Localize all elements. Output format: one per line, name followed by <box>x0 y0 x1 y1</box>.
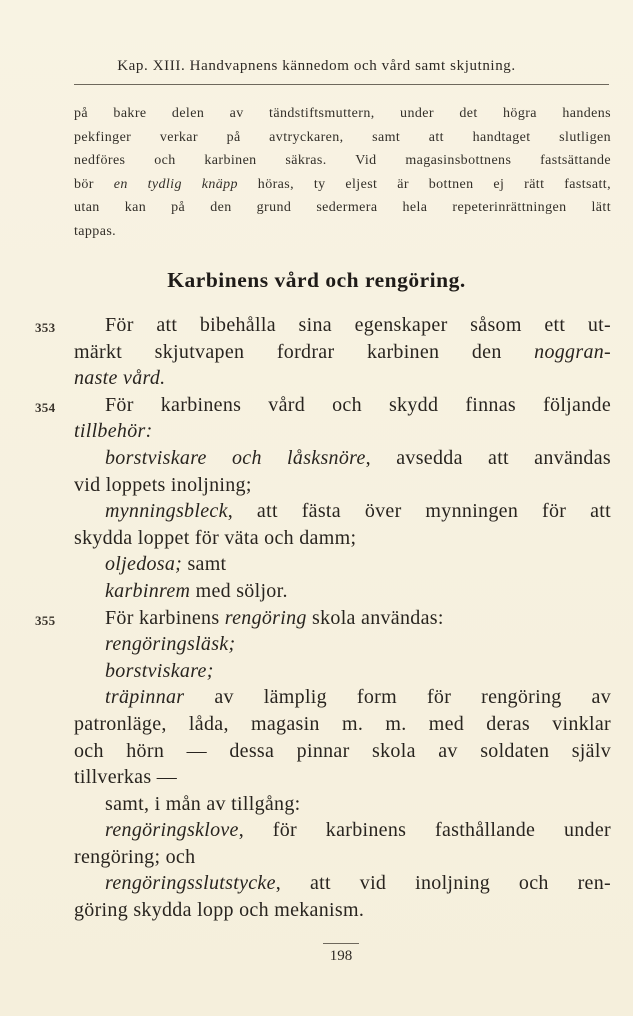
paragraph-355 <box>35 605 611 924</box>
text-line: oljedosa; samt <box>105 553 227 576</box>
text-line: naste vård. <box>74 367 166 390</box>
text-line: tillverkas — <box>74 766 178 789</box>
text-line: göring skydda lopp och mekanism. <box>74 899 365 922</box>
text-line: träpinnar av lämplig form för rengöring av <box>105 686 611 709</box>
intro-line: utan kan på den grund sedermera hela repeterinrättningen lätt <box>74 200 611 215</box>
paragraph-number: 355 <box>35 612 56 628</box>
text-line: För karbinens rengöring skola användas: <box>105 606 444 629</box>
paragraph-353 <box>35 312 611 392</box>
text-line: tillbehör: <box>74 420 153 443</box>
text-line: borstviskare; <box>105 659 214 682</box>
text-line: För karbinens vård och skydd finnas följande <box>105 393 611 416</box>
text-line: mynningsbleck, att fästa över mynningen för att <box>105 500 611 523</box>
text-line: märkt skjutvapen fordrar karbinen den noggran- <box>74 340 611 363</box>
page-number: 198 <box>329 948 353 964</box>
running-header: Kap. XIII. Handvapnens kännedom och vård samt skjutning. <box>117 58 516 74</box>
intro-line: på bakre delen av tändstiftsmuttern, under det högra handens <box>74 106 611 121</box>
intro-line: nedföres och karbinen säkras. Vid magasinsbottnens fastsättande <box>74 153 611 168</box>
text-line: rengöringsläsk; <box>105 633 236 656</box>
section-heading: Karbinens vård och rengöring. <box>167 268 466 292</box>
section-body <box>35 312 611 924</box>
intro-line: tappas. <box>74 223 117 239</box>
text-line: rengöring; och <box>74 845 196 868</box>
paragraph-354 <box>35 392 611 605</box>
intro-paragraph <box>74 102 611 243</box>
header-rule <box>74 84 609 85</box>
text-line: borstviskare och låsksnöre, avsedda att användas <box>105 446 611 469</box>
text-line: patronläge, låda, magasin m. m. med deras vinklar <box>74 712 611 735</box>
paragraph-number: 354 <box>35 399 56 415</box>
text-line: samt, i mån av tillgång: <box>105 792 301 815</box>
text-line: karbinrem med söljor. <box>105 579 288 602</box>
intro-line: pekfinger verkar på avtryckaren, samt att handtaget slutligen <box>74 129 611 145</box>
text-line: och hörn — dessa pinnar skola av soldaten själv <box>74 739 611 762</box>
paragraph-number: 353 <box>35 320 56 335</box>
intro-line: bör en tydlig knäpp höras, ty eljest är bottnen ej rätt fastsatt, <box>74 176 611 192</box>
text-line: För att bibehålla sina egenskaper såsom ett ut- <box>105 314 611 336</box>
text-line: rengöringsslutstycke, att vid inoljning och ren- <box>105 872 611 895</box>
text-line: skydda loppet för väta och damm; <box>74 526 357 549</box>
footer-rule <box>323 943 359 944</box>
text-line: rengöringsklove, för karbinens fasthållande under <box>105 819 611 842</box>
text-line: vid loppets inoljning; <box>74 473 252 496</box>
